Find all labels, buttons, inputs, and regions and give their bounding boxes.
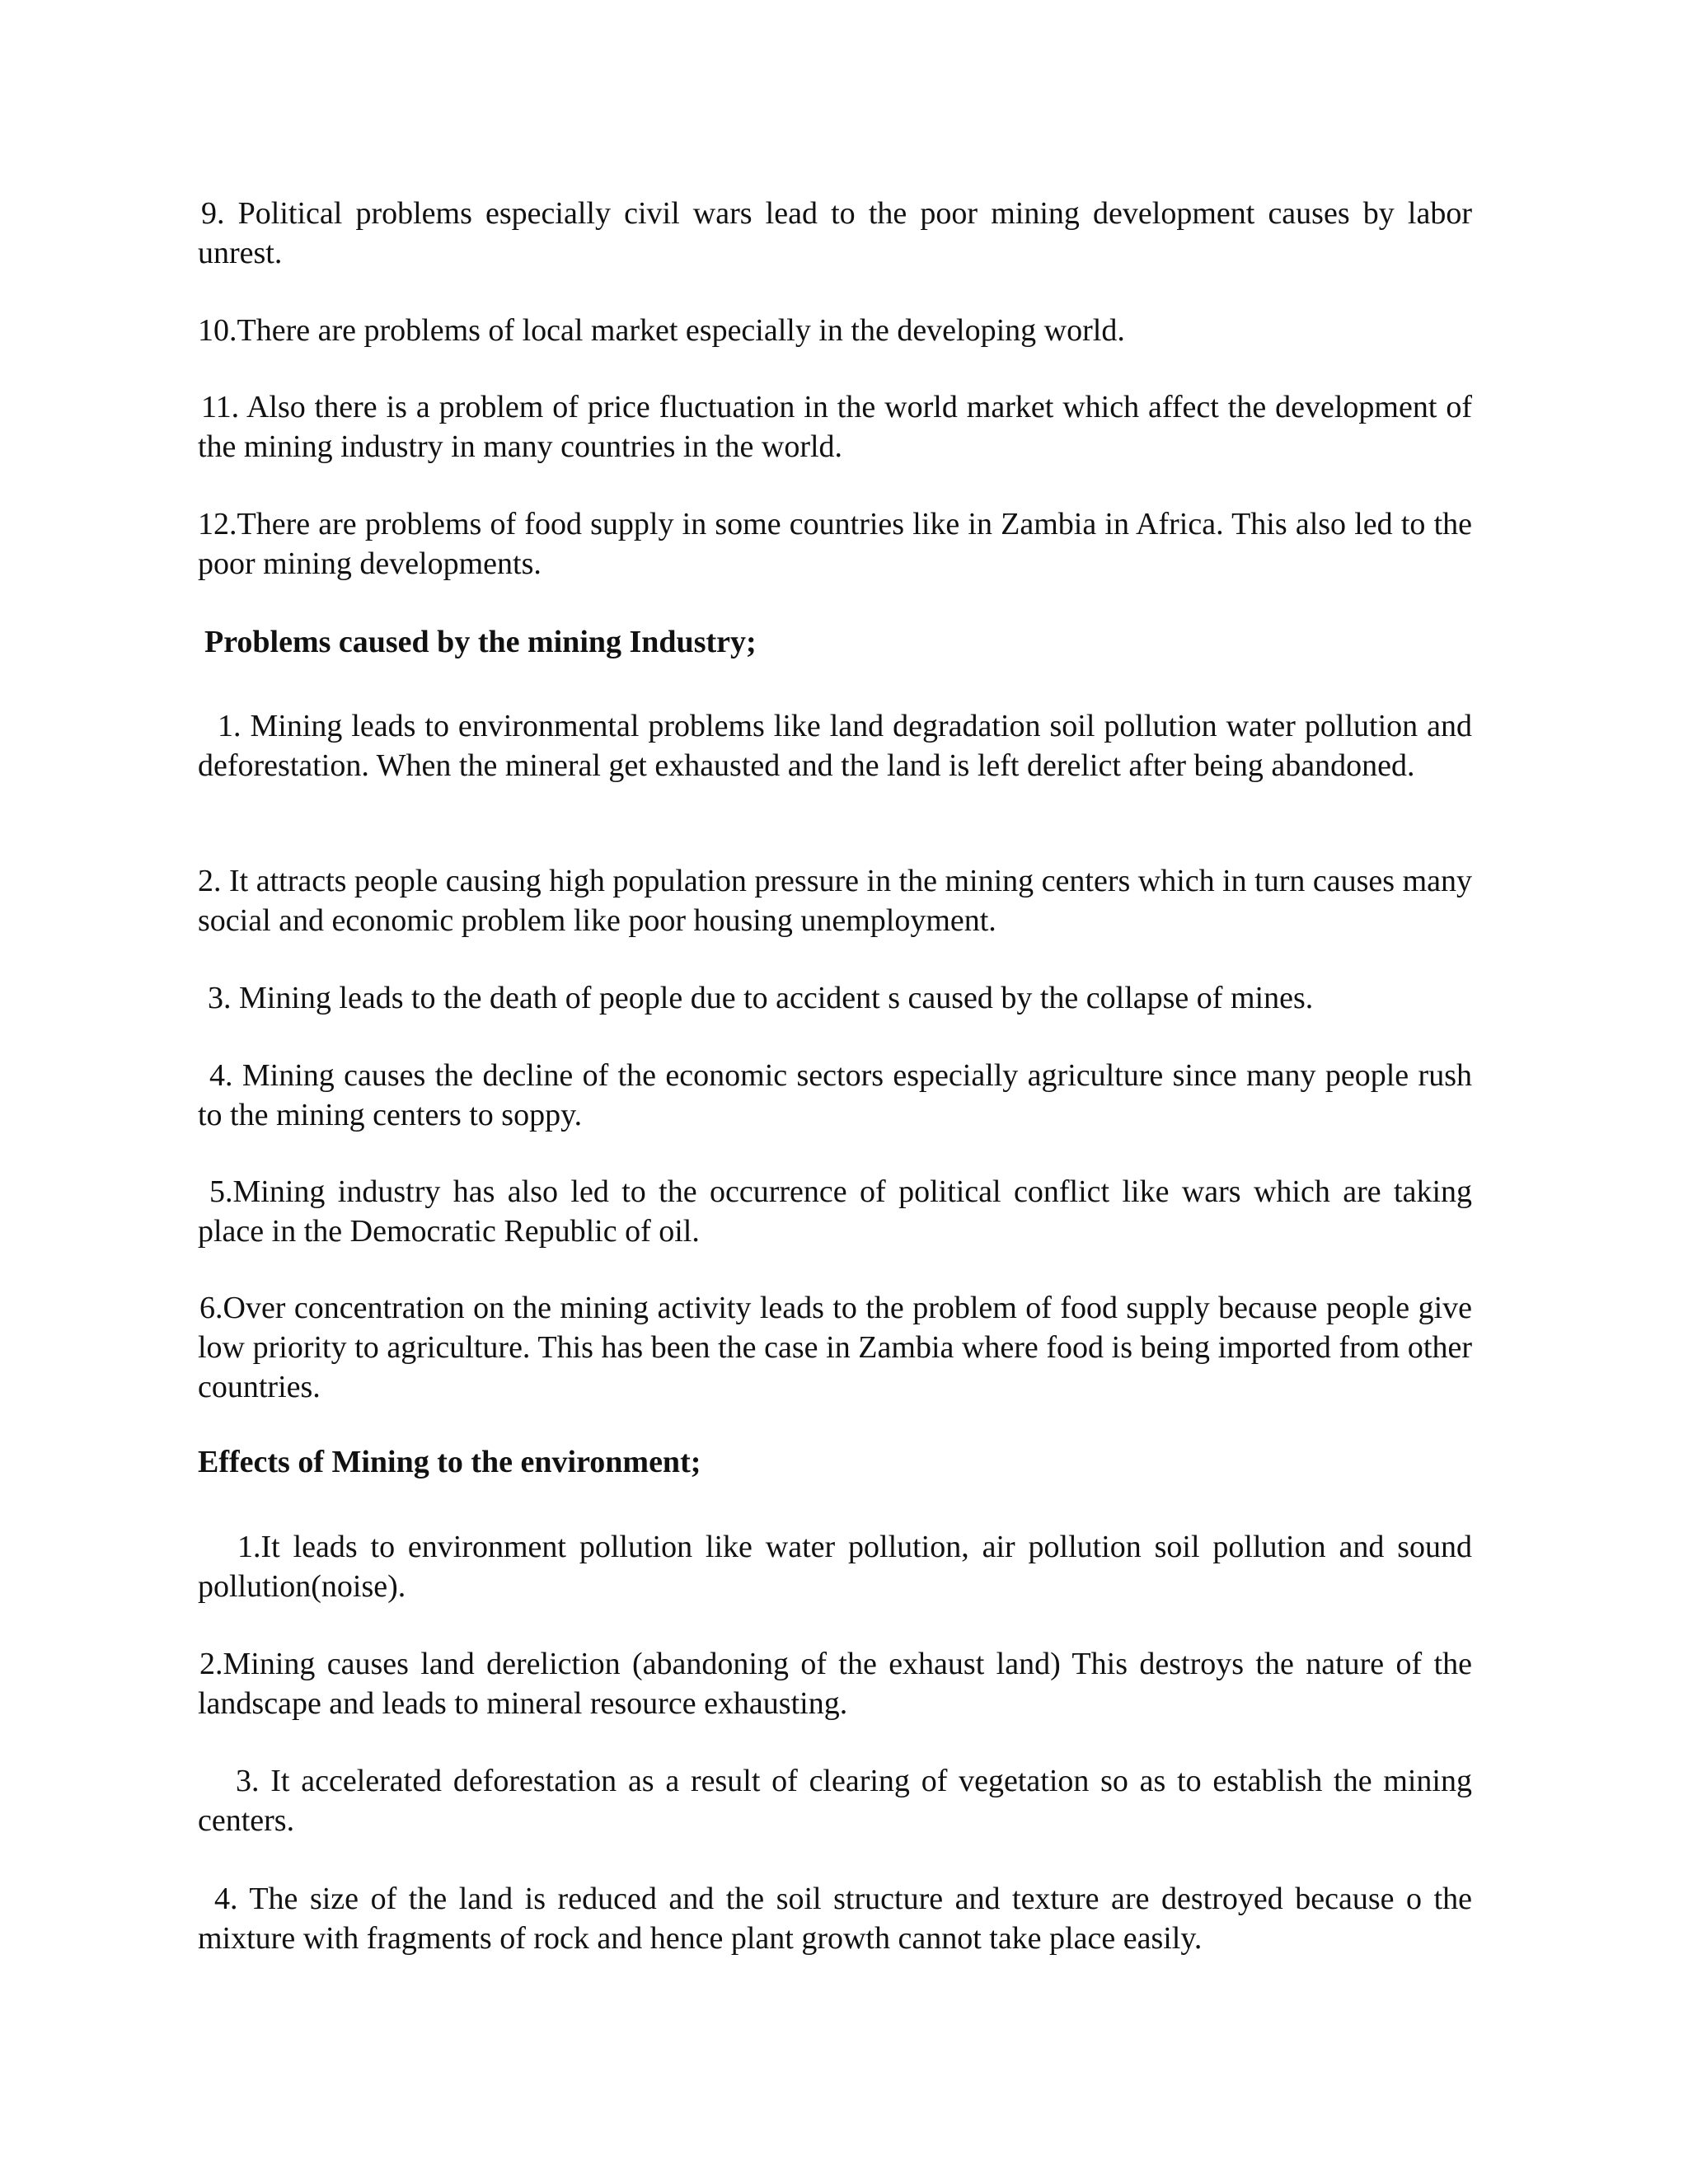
heading-problems-caused: Problems caused by the mining Industry;	[204, 625, 757, 659]
paragraph-problem-2: 2. It attracts people causing high population pressure in the mining centers which in turn causes many social and economic problem like poor housing unemployment.	[198, 864, 1472, 938]
paragraph-effect-1: 1.It leads to environment pollution like water pollution, air pollution soil pollution and sound pollution(noise).	[198, 1530, 1472, 1604]
paragraph-item-11: 11. Also there is a problem of price fluctuation in the world market which affect the development of the mining industry in many countries in the world.	[198, 390, 1472, 464]
paragraph-effect-3: 3. It accelerated deforestation as a result of clearing of vegetation so as to establish the mining centers.	[198, 1764, 1472, 1838]
paragraph-item-9: 9. Political problems especially civil wars lead to the poor mining development causes by labor unrest.	[198, 196, 1472, 270]
paragraph-item-12: 12.There are problems of food supply in some countries like in Zambia in Africa. This also led to the poor mining developments.	[198, 507, 1472, 581]
paragraph-problem-1: 1. Mining leads to environmental problems like land degradation soil pollution water pollution and deforestation. When the mineral get exhausted and the land is left derelict after being abandoned.	[198, 709, 1472, 783]
paragraph-problem-6: 6.Over concentration on the mining activity leads to the problem of food supply because people give low priority to agriculture. This has been the case in Zambia where food is being imported from other countries.	[198, 1291, 1472, 1404]
paragraph-effect-2: 2.Mining causes land dereliction (abandoning of the exhaust land) This destroys the nature of the landscape and leads to mineral resource exhausting.	[198, 1647, 1472, 1721]
paragraph-problem-4: 4. Mining causes the decline of the economic sectors especially agriculture since many people rush to the mining centers to soppy.	[198, 1058, 1472, 1132]
paragraph-item-10: 10.There are problems of local market especially in the developing world.	[198, 313, 1125, 348]
paragraph-problem-5: 5.Mining industry has also led to the occurrence of political conflict like wars which are taking place in the Democratic Republic of oil.	[198, 1174, 1472, 1249]
heading-effects-environment: Effects of Mining to the environment;	[198, 1445, 701, 1479]
paragraph-effect-4: 4. The size of the land is reduced and the soil structure and texture are destroyed because o the mixture with fragments of rock and hence plant growth cannot take place easily.	[198, 1882, 1472, 1956]
paragraph-problem-3: 3. Mining leads to the death of people due to accident s caused by the collapse of mines.	[208, 981, 1314, 1015]
